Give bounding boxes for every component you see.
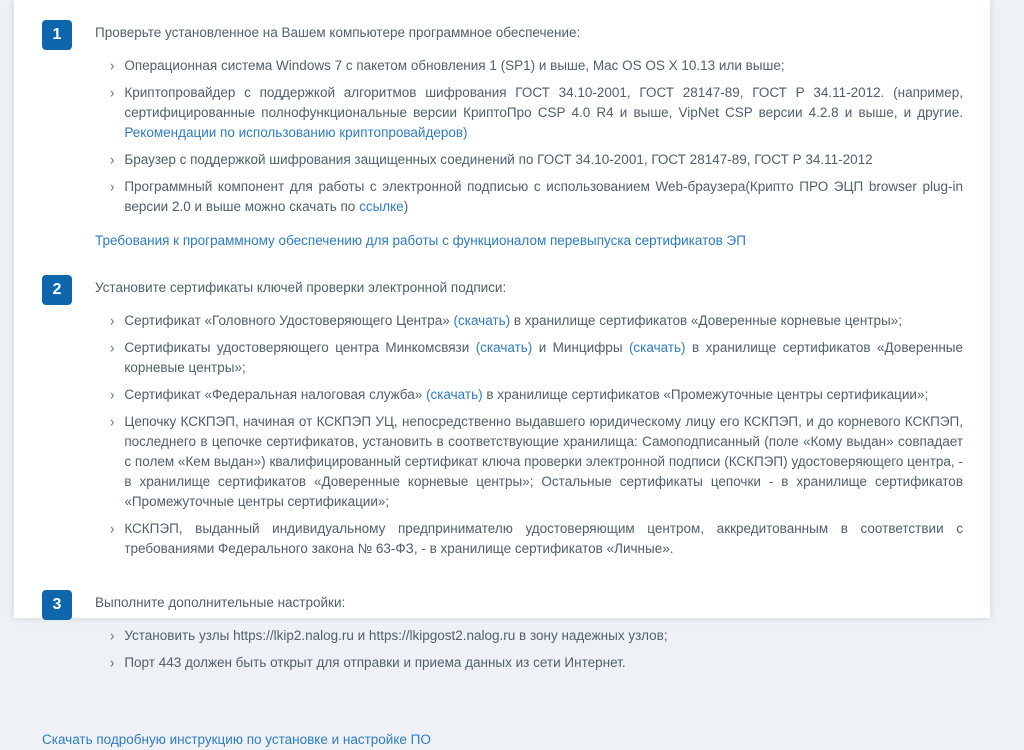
bullet-item xyxy=(110,412,963,512)
chevron-right-icon: › xyxy=(110,338,115,357)
bullet-text xyxy=(124,626,963,646)
bullet-item xyxy=(110,338,963,378)
download-instruction-link[interactable]: Скачать подробную инструкцию по установке и настройке ПО xyxy=(42,732,431,747)
text-segment: Браузер с поддержкой шифрования защищенных соединений по ГОСТ 34.10-2001, ГОСТ 28147-89, ГОСТ Р 34.11-2012 xyxy=(124,152,873,167)
text-segment: ) xyxy=(403,199,409,214)
text-segment: Установить узлы https://lkip2.nalog.ru и https://lkipgost2.nalog.ru в зону надежных узлов; xyxy=(124,628,668,643)
text-segment: Сертификат «Головного Удостоверяющего Центра» xyxy=(124,313,454,328)
bullet-item xyxy=(110,56,963,76)
step-1 xyxy=(42,20,963,251)
chevron-right-icon: › xyxy=(110,56,115,75)
step-content xyxy=(95,590,963,680)
text-segment: в хранилище сертификатов «Доверенные корневые центры»; xyxy=(510,313,903,328)
chevron-right-icon: › xyxy=(110,177,115,196)
step-title: Установите сертификаты ключей проверки электронной подписи: xyxy=(95,280,507,295)
bullet-text xyxy=(124,83,963,143)
bullet-item xyxy=(110,519,963,559)
step-number-badge: 1 xyxy=(42,20,72,50)
bullet-list xyxy=(95,626,963,673)
bullet-text xyxy=(124,385,963,405)
bullet-list xyxy=(95,311,963,559)
step-number-badge: 2 xyxy=(42,275,72,305)
inline-download-link[interactable]: (скачать) xyxy=(453,313,511,328)
text-segment: и Минцифры xyxy=(532,340,629,355)
bullet-list xyxy=(95,56,963,217)
bullet-text xyxy=(124,653,963,673)
bullet-item xyxy=(110,626,963,646)
chevron-right-icon: › xyxy=(110,83,115,102)
text-segment: Сертификат «Федеральная налоговая служба» xyxy=(124,387,426,402)
text-segment: Цепочку КСКПЭП, начиная от КСКПЭП УЦ, непосредственно выдавшего юридическому лицу его КСКПЭП, и до корневого КСКПЭП, последнего в цепочке сертификатов, установить в соответствующие хранилища: Самоподписанный (поле «Кому выдан» совпадает с полем «Кем выдан») квалифицированный сертификат ключа проверки электронной подписи (КСКПЭП) удостоверяющего центра, - в хранилище сертификатов «Доверенные корневые центры»; Остальные сертификаты цепочки - в хранилище сертификатов «Промежуточные центры сертификации»; xyxy=(124,414,963,509)
text-segment: Порт 443 должен быть открыт для отправки и приема данных из сети Интернет. xyxy=(124,655,626,670)
chevron-right-icon: › xyxy=(110,311,115,330)
chevron-right-icon: › xyxy=(110,150,115,169)
inline-download-link[interactable]: (скачать) xyxy=(425,387,483,402)
text-segment: Операционная система Windows 7 с пакетом обновления 1 (SP1) и выше, Mac OS OS X 10.13 или выше; xyxy=(124,58,785,73)
step-2 xyxy=(42,275,963,566)
text-segment: Криптопровайдер с поддержкой алгоритмов шифрования ГОСТ 34.10-2001, ГОСТ 28147-89, ГОСТ Р 34.11-2012. (например, сертифицированные полнофункциональные версии КриптоПро CSP 4.0 R4 и выше, VipNet CSP версии 4.2.8 и выше, и другие. xyxy=(124,85,963,120)
inline-download-link[interactable]: (скачать) xyxy=(628,340,686,355)
text-segment: в хранилище сертификатов «Промежуточные центры сертификации»; xyxy=(482,387,929,402)
inline-download-link[interactable]: (скачать) xyxy=(475,340,533,355)
step-title: Выполните дополнительные настройки: xyxy=(95,595,346,610)
bullet-item xyxy=(110,653,963,673)
steps-container xyxy=(42,20,963,680)
bullet-item xyxy=(110,177,963,217)
content-card xyxy=(14,0,990,747)
bullet-text xyxy=(124,519,963,559)
step-number-badge: 3 xyxy=(42,590,72,620)
step-content xyxy=(95,20,963,251)
chevron-right-icon: › xyxy=(110,412,115,431)
bullet-item xyxy=(110,150,963,170)
text-segment: в хранилище сертификатов «Доверенные корневые центры»; xyxy=(124,340,963,375)
bullet-text xyxy=(124,177,963,217)
bullet-text xyxy=(124,150,963,170)
text-segment: Сертификаты удостоверяющего центра Минкомсвязи xyxy=(124,340,476,355)
bullet-text xyxy=(124,56,963,76)
text-segment: Программный компонент для работы с электронной подписью с использованием Web-браузера(Крипто ПРО ЭЦП browser plug-in версии 2.0 и выше можно скачать по xyxy=(124,179,963,214)
bullet-item xyxy=(110,311,963,331)
step-3 xyxy=(42,590,963,680)
inline-download-link[interactable]: ссылке xyxy=(359,199,404,214)
chevron-right-icon: › xyxy=(110,519,115,538)
text-segment: КСКПЭП, выданный индивидуальному предпринимателю удостоверяющим центром, аккредитованным в соответствии с требованиями Федерального закона № 63-ФЗ, - в хранилище сертификатов «Личные». xyxy=(124,521,963,556)
chevron-right-icon: › xyxy=(110,385,115,404)
bullet-item xyxy=(110,83,963,143)
bullet-text xyxy=(124,412,963,512)
bullet-item xyxy=(110,385,963,405)
step-content xyxy=(95,275,963,566)
inline-download-link[interactable]: Рекомендации по использованию криптопровайдеров) xyxy=(124,125,468,140)
chevron-right-icon: › xyxy=(110,653,115,672)
bullet-text xyxy=(124,338,963,378)
section-footer-link[interactable]: Требования к программному обеспечению для работы с функционалом перевыпуска сертификатов ЭП xyxy=(95,233,746,248)
step-title: Проверьте установленное на Вашем компьютере программное обеспечение: xyxy=(95,25,581,40)
chevron-right-icon: › xyxy=(110,626,115,645)
bullet-text xyxy=(124,311,963,331)
